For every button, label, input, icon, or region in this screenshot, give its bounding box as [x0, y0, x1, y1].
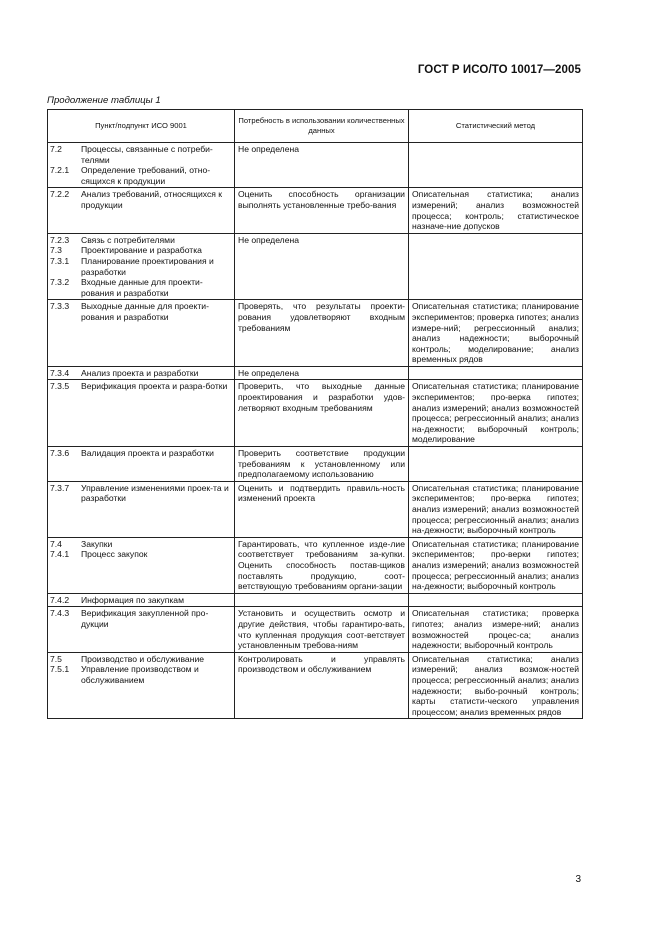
clause-title: Верификация закупленной про-дукции [81, 608, 209, 629]
method-cell: Описательная статистика; планирование экспериментов; про-верки гипотез; анализ измерений; анализ возможностей процесса; регрессионный анализ; анализ на-дежности; выборочный контроль [409, 537, 583, 593]
clause-title: Процесс закупок [81, 549, 148, 560]
clause-entry [50, 256, 231, 277]
need-cell: Оценить способность организации выполнять установленные требо-вания [235, 188, 409, 233]
clause-cell [48, 652, 235, 719]
table-row [48, 652, 583, 719]
clause-number: 7.2.1 [50, 165, 70, 176]
clause-number: 7.4.3 [50, 608, 70, 619]
clause-entry [50, 448, 231, 459]
clause-cell [48, 607, 235, 652]
need-cell: Не определена [235, 233, 409, 300]
clause-title: Верификация проекта и разра-ботки [81, 381, 228, 392]
method-cell [409, 593, 583, 607]
need-cell [235, 593, 409, 607]
clause-number: 7.3.6 [50, 448, 70, 459]
table-row [48, 593, 583, 607]
clause-number: 7.4.2 [50, 594, 70, 605]
method-cell: Описательная статистика; планирование экспериментов; проверка гипотез; анализ измере-ний; регрессионный анализ; анализ надежности; выборочный контроль; моделирование; анализ временных рядов [409, 300, 583, 367]
clause-cell [48, 188, 235, 233]
clause-cell [48, 447, 235, 482]
clause-cell [48, 143, 235, 188]
clause-entry [50, 144, 231, 165]
method-cell [409, 233, 583, 300]
clause-title: Определение требований, отно-сящихся к продукции [81, 165, 211, 186]
clause-cell [48, 593, 235, 607]
need-cell: Гарантировать, что купленное изде-лие соответствует требованиям за-купки. Оценить способность постав-щиков поставлять продукцию, соот-ветствующую требованиям органи-зации [235, 537, 409, 593]
table-row [48, 188, 583, 233]
clause-title: Выходные данные для проекти-рования и разработки [81, 301, 209, 322]
clause-number: 7.2 [50, 144, 62, 154]
clause-cell [48, 366, 235, 380]
table-caption: Продолжение таблицы 1 [47, 95, 161, 106]
table-row [48, 481, 583, 537]
clause-entry [50, 189, 231, 210]
clause-entry [50, 245, 231, 256]
need-cell: Оценить и подтвердить правиль-ность изменений проекта [235, 481, 409, 537]
table-body [48, 143, 583, 719]
need-cell: Проверить, что выходные данные проектирования и разработки удов-летворяют входным требованиям [235, 380, 409, 447]
table-row [48, 143, 583, 188]
clause-title: Проектирование и разработка [81, 245, 202, 256]
clause-title: Входные данные для проекти-рования и разработки [81, 277, 203, 298]
method-cell [409, 143, 583, 188]
clause-number: 7.3.5 [50, 381, 70, 392]
method-cell: Описательная статистика; проверка гипотез; анализ измере-ний; анализ возможностей процес-са; анализ надежности; выборочный контроль [409, 607, 583, 652]
clause-entry [50, 595, 231, 606]
clause-number: 7.3.7 [50, 482, 70, 493]
clause-cell [48, 481, 235, 537]
table-row [48, 380, 583, 447]
method-cell: Описательная статистика; планирование экспериментов; про-верка гипотез; анализ измерений; анализ возможностей процесса; регрессионный анализ; анализ на-дежности; выборочный контроль; моделирование [409, 380, 583, 447]
method-cell: Описательная статистика; анализ измерений; анализ возмож-ностей процесса; регрессионный анализ; анализ надежности; выбо-рочный контроль; карты статисти-ческого управления процессом; анализ временных рядов [409, 652, 583, 719]
clause-number: 7.2.3 [50, 234, 70, 245]
table-row [48, 537, 583, 593]
table-row [48, 366, 583, 380]
page-number: 3 [575, 874, 581, 885]
clause-number: 7.4 [50, 538, 62, 549]
document-header: ГОСТ Р ИСО/ТО 10017—2005 [417, 64, 581, 76]
clause-title: Связь с потребителями [81, 234, 175, 245]
table-header-row [48, 110, 583, 143]
method-cell: Описательная статистика; планирование экспериментов; про-верка гипотез; анализ измерений; анализ возможностей процесса; регрессионный анализ; анализ на-дежности; выборочный контроль [409, 481, 583, 537]
method-cell: Описательная статистика; анализ измерений; анализ возможностей процесса; контроль; статистическое назначе-ние допусков [409, 188, 583, 233]
clause-entry [50, 483, 231, 504]
need-cell: Проверить соответствие продукции требованиям к установленному или предполагаемому использованию [235, 447, 409, 482]
table-row [48, 233, 583, 300]
clause-entry [50, 165, 231, 186]
table-row [48, 300, 583, 367]
clause-cell [48, 233, 235, 300]
clause-title: Управление изменениями проек-та и разработки [81, 482, 229, 504]
clause-title: Анализ проекта и разработки [81, 367, 199, 378]
clause-entry [50, 539, 231, 550]
clause-title: Производство и обслуживание [81, 653, 205, 664]
clause-number: 7.3.2 [50, 277, 70, 288]
clause-title: Процессы, связанные с потреби-телями [81, 144, 213, 165]
clause-entry [50, 235, 231, 246]
column-header-method: Статистический метод [409, 110, 583, 143]
clause-number: 7.3.1 [50, 255, 70, 266]
clause-number: 7.3 [50, 245, 62, 256]
clause-entry [50, 549, 231, 560]
clause-entry [50, 277, 231, 298]
method-cell [409, 447, 583, 482]
clause-title: Закупки [81, 538, 113, 549]
need-cell: Установить и осуществить осмотр и другие действия, чтобы гарантиро-вать, что купленная продукция соот-ветствует установленным требова-ниям [235, 607, 409, 652]
clause-entry [50, 608, 231, 629]
need-cell: Не определена [235, 143, 409, 188]
clause-entry [50, 664, 231, 685]
clause-entry [50, 301, 231, 322]
clause-title: Управление производством и обслуживанием [81, 664, 199, 685]
method-cell [409, 366, 583, 380]
clause-cell [48, 380, 235, 447]
table-row [48, 607, 583, 652]
clause-title: Анализ требований, относящихся к продукции [81, 189, 223, 210]
clause-cell [48, 300, 235, 367]
clause-number: 7.4.1 [50, 549, 70, 560]
need-cell: Не определена [235, 366, 409, 380]
clause-number: 7.2.2 [50, 189, 70, 200]
clause-title: Валидация проекта и разработки [81, 448, 214, 459]
clause-number: 7.5.1 [50, 664, 70, 675]
clause-number: 7.3.4 [50, 367, 70, 378]
clause-entry [50, 654, 231, 665]
clause-number: 7.3.3 [50, 301, 70, 312]
clause-entry [50, 381, 231, 392]
clause-title: Планирование проектирования и разработки [81, 255, 214, 277]
column-header-clause: Пункт/подпункт ИСО 9001 [48, 110, 235, 143]
clause-title: Информация по закупкам [81, 594, 184, 605]
clause-number: 7.5 [50, 653, 62, 664]
table-row [48, 447, 583, 482]
column-header-need: Потребность в использовании количественных данных [235, 110, 409, 143]
need-cell: Проверять, что результаты проекти-рования удовлетворяют входным требованиям [235, 300, 409, 367]
clause-entry [50, 368, 231, 379]
clause-cell [48, 537, 235, 593]
need-cell: Контролировать и управлять производством и обслуживанием [235, 652, 409, 719]
statistical-methods-table [47, 109, 583, 719]
